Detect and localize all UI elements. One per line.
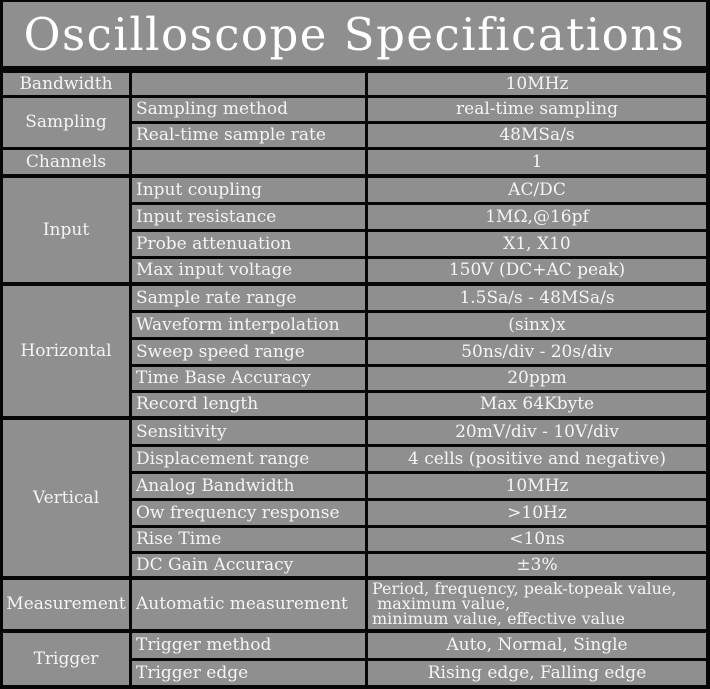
param-rise-time: Rise Time — [132, 528, 365, 551]
measurement-line: maximum value, — [372, 594, 511, 614]
value-channels: 1 — [368, 150, 706, 174]
param-input-coupling: Input coupling — [132, 178, 365, 202]
param-sweep-speed-range: Sweep speed range — [132, 340, 365, 364]
value-ow-frequency-response: >10Hz — [368, 501, 706, 525]
value-probe-attenuation: X1, X10 — [368, 232, 706, 256]
param-record-length: Record length — [132, 393, 365, 416]
value-record-length: Max 64Kbyte — [368, 393, 706, 416]
value-dc-gain-accuracy: ±3% — [368, 554, 706, 576]
value-analog-bandwidth: 10MHz — [368, 474, 706, 498]
value-input-coupling: AC/DC — [368, 178, 706, 202]
param-time-base-accuracy: Time Base Accuracy — [132, 367, 365, 390]
param-waveform-interpolation: Waveform interpolation — [132, 313, 365, 337]
param-dc-gain-accuracy: DC Gain Accuracy — [132, 554, 365, 576]
value-automatic-measurement — [368, 580, 706, 629]
group-channels: Channels — [3, 150, 129, 174]
value-max-input-voltage: 150V (DC+AC peak) — [368, 259, 706, 282]
param-trigger-method: Trigger method — [132, 633, 365, 658]
param-trigger-edge: Trigger edge — [132, 661, 365, 685]
param-ow-frequency-response: Ow frequency response — [132, 501, 365, 525]
param-analog-bandwidth: Analog Bandwidth — [132, 474, 365, 498]
value-trigger-method: Auto, Normal, Single — [368, 633, 706, 658]
value-sample-rate-range: 1.5Sa/s - 48MSa/s — [368, 286, 706, 310]
value-input-resistance: 1MΩ,@16pf — [368, 205, 706, 229]
group-vertical: Vertical — [3, 420, 129, 576]
measurement-line: minimum value, effective value — [372, 608, 625, 628]
group-measurement: Measurement — [3, 580, 129, 629]
value-sampling-method: real-time sampling — [368, 98, 706, 121]
param-max-input-voltage: Max input voltage — [132, 259, 365, 282]
value-bandwidth: 10MHz — [368, 73, 706, 95]
value-time-base-accuracy: 20ppm — [368, 367, 706, 390]
group-sampling: Sampling — [3, 98, 129, 147]
group-trigger: Trigger — [3, 633, 129, 685]
param-sample-rate-range: Sample rate range — [132, 286, 365, 310]
param-automatic-measurement: Automatic measurement — [132, 580, 365, 629]
param-sampling-method: Sampling method — [132, 98, 365, 121]
param-probe-attenuation: Probe attenuation — [132, 232, 365, 256]
value-displacement-range: 4 cells (positive and negative) — [368, 447, 706, 471]
value-sweep-speed-range: 50ns/div - 20s/div — [368, 340, 706, 364]
value-sensitivity: 20mV/div - 10V/div — [368, 420, 706, 444]
param-input-resistance: Input resistance — [132, 205, 365, 229]
group-bandwidth: Bandwidth — [3, 73, 129, 95]
value-trigger-edge: Rising edge, Falling edge — [368, 661, 706, 685]
param-real-time-sample-rate: Real-time sample rate — [132, 124, 365, 147]
sheet-title: Oscilloscope Specifications — [3, 2, 706, 66]
value-rise-time: <10ns — [368, 528, 706, 551]
param-channels — [132, 150, 365, 174]
param-displacement-range: Displacement range — [132, 447, 365, 471]
value-waveform-interpolation: (sinx)x — [368, 313, 706, 337]
value-real-time-sample-rate: 48MSa/s — [368, 124, 706, 147]
measurement-line: Period, frequency, peak-topeak value, — [372, 580, 677, 599]
group-input: Input — [3, 178, 129, 282]
param-bandwidth — [132, 73, 365, 95]
param-sensitivity: Sensitivity — [132, 420, 365, 444]
group-horizontal: Horizontal — [3, 286, 129, 416]
